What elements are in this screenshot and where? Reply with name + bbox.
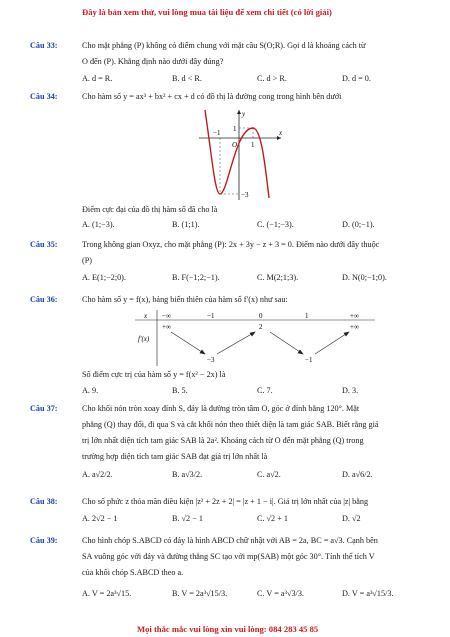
option-b[interactable]: B. √2 − 1: [172, 514, 203, 523]
option-d[interactable]: D. N(0;−1;0).: [342, 273, 387, 282]
question-text: Cho hàm số y = ax³ + bx² + cx + d có đồ thị là đường cong trong hình bên dưới: [82, 92, 342, 101]
cubic-graph: [195, 108, 285, 203]
question-text: trường hợp diện tích tam giác SAB đạt giá trị lớn nhất là: [82, 452, 268, 461]
option-d[interactable]: D. 3.: [342, 386, 359, 395]
option-a[interactable]: A. (1;−3).: [82, 220, 115, 229]
option-c[interactable]: C. M(2;1;3).: [257, 273, 299, 282]
tick-label: −3: [241, 191, 249, 199]
question-text: Cho mặt phẳng (P) không có điểm chung với mặt cầu S(O;R). Gọi d là khoảng cách từ: [82, 41, 366, 50]
option-b[interactable]: B. V = 2a³√15/3.: [172, 589, 228, 598]
table-row-header: x: [144, 312, 148, 320]
tick-label: 1: [233, 125, 237, 133]
question-text: (P): [82, 256, 93, 265]
table-cell: +∞: [350, 312, 359, 320]
option-d[interactable]: D. √2: [342, 514, 361, 523]
origin-label: O: [232, 141, 238, 149]
option-c[interactable]: C. a√2.: [257, 470, 281, 479]
option-b[interactable]: B. (1;1).: [172, 220, 200, 229]
option-d[interactable]: D. V = a³√15/3.: [342, 589, 394, 598]
question-text: Cho khối nón tròn xoay đỉnh S, đáy là đường tròn tâm O, góc ở đỉnh bằng 120°. Mặt: [82, 404, 360, 413]
table-cell: 2: [259, 323, 263, 331]
option-c[interactable]: C. 7.: [257, 386, 273, 395]
option-a[interactable]: A. E(1;−2;0).: [82, 273, 126, 282]
question-number: Câu 34:: [30, 92, 58, 101]
option-a[interactable]: A. V = 2a³√15.: [82, 589, 132, 598]
table-cell: +∞: [350, 323, 359, 331]
option-a[interactable]: A. d = R.: [82, 74, 113, 83]
table-row-header: f′(x): [138, 335, 150, 343]
option-a[interactable]: A. a√2/2.: [82, 470, 113, 479]
question-text: O đến (P). Khẳng định nào dưới đây đúng?: [82, 57, 224, 66]
option-a[interactable]: A. 2√2 − 1: [82, 514, 118, 523]
option-b[interactable]: B. F(−1;2;−1).: [172, 273, 220, 282]
question-text: của khối chóp S.ABCD theo a.: [82, 568, 184, 577]
question-number: Câu 35:: [30, 240, 58, 249]
table-cell: −∞: [162, 312, 171, 320]
question-number: Câu 37:: [30, 404, 58, 413]
question-text: trị lớn nhất diện tích tam giác SAB là 2a². Khoảng cách từ O đến mặt phẳng (Q) trong: [82, 436, 364, 445]
option-d[interactable]: D. (0;−1).: [342, 220, 375, 229]
option-c[interactable]: C. √2 + 1: [257, 514, 288, 523]
question-number: Câu 38:: [30, 497, 58, 506]
question-number: Câu 36:: [30, 295, 58, 304]
y-axis-label: y: [242, 110, 246, 118]
option-c[interactable]: C. V = a³√3/3.: [257, 589, 304, 598]
question-text: Cho hàm số y = f(x), bảng biến thiên của hàm số f′(x) như sau:: [82, 295, 288, 304]
question-text: SA vuông góc với đáy và đường thẳng SC tạo với mp(SAB) một góc 30°. Tính thể tích V: [82, 552, 375, 561]
question-number: Câu 33:: [30, 41, 58, 50]
question-text: Trong không gian Oxyz, cho mặt phẳng (P): 2x + 3y − z + 3 = 0. Điểm nào dưới đây thuộc: [82, 240, 380, 249]
question-text: Cho hình chóp S.ABCD có đáy là hình ABCD chữ nhật với AB = 2a, BC = a√3. Cạnh bên: [82, 536, 378, 545]
option-a[interactable]: A. 9.: [82, 386, 99, 395]
table-cell: −1: [305, 356, 313, 364]
table-cell: −3: [207, 356, 215, 364]
option-c[interactable]: C. d > R.: [257, 74, 287, 83]
tick-label: −1: [213, 129, 221, 137]
page-header: Đây là bản xem thử, vui lòng mua tài liệu để xem chi tiết (có lời giải): [82, 7, 332, 17]
table-cell: 1: [305, 312, 309, 320]
question-text: Cho số phức z thỏa mãn điều kiện |z² + 2z + 2| = |z + 1 − i|. Giá trị lớn nhất của |z| bằng: [82, 497, 369, 506]
question-text: Điểm cực đại của đồ thị hàm số đã cho là: [82, 205, 218, 214]
option-b[interactable]: B. d < R.: [172, 74, 202, 83]
question-text: Số điểm cực trị của hàm số y = f(x² − 2x) là: [82, 370, 226, 379]
table-cell: 0: [259, 312, 263, 320]
page-footer: Mọi thắc mắc vui lòng xin vui lòng: 084 283 45 85: [137, 624, 319, 634]
option-c[interactable]: C. (−1;−3).: [257, 220, 294, 229]
question-text: phẳng (Q) thay đổi, đi qua S và cắt khối nón theo thiết diện là tam giác SAB. Biết rằng giá: [82, 420, 379, 429]
option-b[interactable]: B. 5.: [172, 386, 188, 395]
table-cell: −1: [207, 312, 215, 320]
table-cell: +∞: [162, 323, 171, 331]
x-axis-label: x: [279, 129, 283, 137]
variation-table: [135, 310, 375, 366]
option-d[interactable]: D. d = 0.: [342, 74, 371, 83]
option-d[interactable]: D. a√6/2.: [342, 470, 373, 479]
option-b[interactable]: B. a√3/2.: [172, 470, 203, 479]
question-number: Câu 39:: [30, 536, 58, 545]
tick-label: 1: [251, 141, 255, 149]
